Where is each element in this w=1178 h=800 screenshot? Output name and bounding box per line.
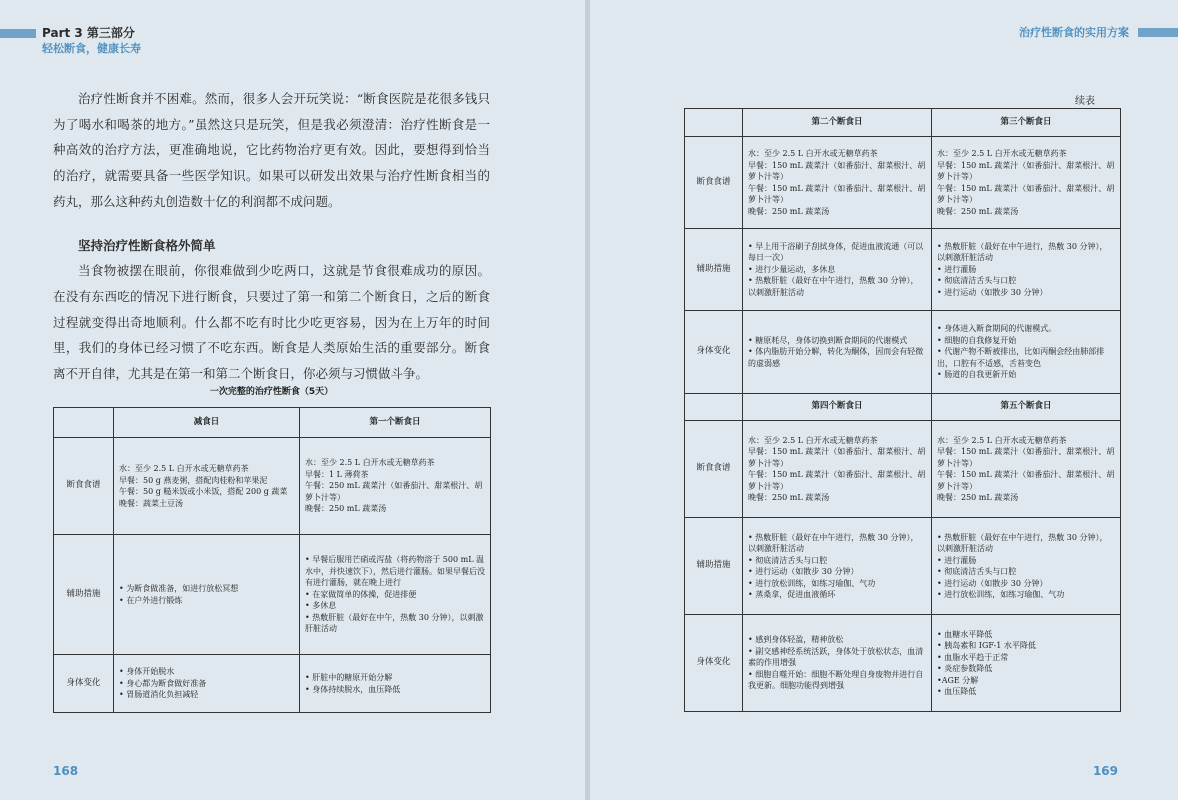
cell-line: 晚餐：250 mL 蔬菜汤 bbox=[748, 493, 830, 502]
page-number-left: 168 bbox=[53, 764, 79, 778]
cell-line: 早餐：1 L 薄荷茶 bbox=[305, 469, 369, 479]
cell-line: 水：至少 2.5 L 白开水或无糖草药茶 bbox=[305, 458, 435, 468]
left-body-text bbox=[53, 86, 490, 387]
cell-line: • 糖原耗尽，身体切换到断食期间的代谢模式 bbox=[748, 335, 908, 345]
cell-line: • 副交感神经系统活跃，身体处于放松状态，血清素的作用增强 bbox=[748, 646, 924, 668]
cell-line: 晚餐：250 mL 蔬菜汤 bbox=[937, 493, 1019, 502]
cell-line: 晚餐：250 mL 蔬菜汤 bbox=[305, 504, 387, 514]
table-cell bbox=[114, 438, 300, 535]
cell-line: • 在家做简单的体操，促进排便 bbox=[305, 589, 417, 599]
table-cell bbox=[743, 311, 932, 394]
cell-line: 晚餐：250 mL 蔬菜汤 bbox=[748, 206, 830, 216]
table-row-body bbox=[685, 311, 1121, 394]
cell-line: • 多休息 bbox=[305, 601, 337, 611]
paragraph-main: 当食物被摆在眼前，你很难做到少吃两口，这就是节食很难成功的原因。在没有东西吃的情况下进行断食，只要过了第一和第二个断食日，之后的断食过程就变得出奇地顺利。什么都不吃有时比少吃更容易，因为在上万年的时间里，我们的身体已经习惯了不吃东西。断食是人类原始生活的重要部分。断食离不开自律，尤其是在第一和第二个断食日，你必须与习惯做斗争。 bbox=[53, 263, 490, 382]
cell-line: • 进行少量运动，多休息 bbox=[748, 264, 836, 274]
cell-line: • 血压降低 bbox=[937, 687, 977, 696]
cell-line: • 肠道的自我更新开始 bbox=[937, 370, 1017, 380]
cell-line: 晚餐：蔬菜土豆汤 bbox=[119, 498, 183, 508]
cell-line: 水：至少 2.5 L 白开水或无糖草药茶 bbox=[748, 149, 878, 158]
header-part-label: Part 3 第三部分 bbox=[42, 26, 135, 40]
table-corner-cell bbox=[685, 394, 743, 421]
cell-line: • 身体开始脱水 bbox=[119, 667, 175, 677]
table-cell bbox=[932, 615, 1121, 712]
cell-line: • 胰岛素和 IGF-1 水平降低 bbox=[937, 641, 1036, 650]
cell-line: • 彻底清洁舌头与口腔 bbox=[937, 276, 1017, 286]
cell-line: • 身心都为断食做好准备 bbox=[119, 678, 207, 688]
table-cell bbox=[932, 421, 1121, 518]
cell-line: 午餐：50 g 糙米饭或小米饭，搭配 200 g 蔬菜 bbox=[119, 487, 288, 496]
table-row-aux bbox=[54, 535, 491, 655]
table-row-body bbox=[54, 655, 491, 713]
cell-line: •AGE 分解 bbox=[937, 675, 979, 685]
row-label-body: 身体变化 bbox=[685, 615, 743, 712]
cell-line: 午餐：150 mL 蔬菜汁（如番茄汁、甜菜根汁、胡萝卜汁等） bbox=[748, 470, 926, 491]
cell-line: • 细胞的自我修复开始 bbox=[937, 335, 1017, 345]
cell-line: • 进行放松训练，如练习瑜伽、气功 bbox=[937, 590, 1065, 599]
row-label-aux: 辅助措施 bbox=[54, 535, 114, 655]
cell-line: 晚餐：250 mL 蔬菜汤 bbox=[937, 206, 1019, 216]
fasting-table-part-2 bbox=[684, 108, 1121, 712]
section-heading: 坚持治疗性断食格外简单 bbox=[78, 237, 216, 253]
cell-line: • 身体进入断食期间的代谢模式。 bbox=[937, 324, 1057, 334]
table-cell bbox=[300, 655, 491, 713]
column-header: 第三个断食日 bbox=[932, 109, 1121, 137]
table-corner-cell bbox=[685, 109, 743, 137]
cell-line: • 进行灌肠 bbox=[937, 555, 977, 565]
table-cell bbox=[932, 229, 1121, 311]
table-row-diet bbox=[685, 421, 1121, 518]
cell-line: • 胃肠道消化负担减轻 bbox=[119, 690, 199, 700]
column-header: 第一个断食日 bbox=[300, 408, 491, 438]
table-cell bbox=[114, 535, 300, 655]
table-cell bbox=[743, 615, 932, 712]
fasting-table-part-1 bbox=[53, 407, 491, 713]
paragraph-intro: 治疗性断食并不困难。然而，很多人会开玩笑说：“断食医院是花很多钱只为了喝水和喝茶的地方。”虽然这只是玩笑，但是我必须澄清：治疗性断食是一种高效的治疗方法，更准确地说，它比药物治疗更有效。因此，要想得到恰当的治疗，就需要具备一些医学知识。如果可以研发出效果与治疗性断食相当的药丸，那么这种药丸创造数十亿的利润都不成问题。 bbox=[53, 91, 490, 209]
cell-line: 早餐：150 mL 蔬菜汁（如番茄汁、甜菜根汁、胡萝卜汁等） bbox=[937, 447, 1115, 468]
column-header: 第四个断食日 bbox=[743, 394, 932, 421]
cell-line: • 早上用干浴刷子刮拭身体，促进血液流通（可以每日一次） bbox=[748, 241, 924, 263]
cell-line: • 进行运动（如散步 30 分钟） bbox=[748, 567, 859, 576]
page-number-right: 169 bbox=[1092, 764, 1118, 778]
table-row-diet bbox=[685, 137, 1121, 229]
table-header-row bbox=[685, 394, 1121, 421]
cell-line: • 蒸桑拿，促进血液循环 bbox=[748, 590, 836, 599]
column-header: 第五个断食日 bbox=[932, 394, 1121, 421]
table-row-aux bbox=[685, 518, 1121, 615]
cell-line: 午餐：150 mL 蔬菜汁（如番茄汁、甜菜根汁、胡萝卜汁等） bbox=[937, 470, 1115, 491]
cell-line: • 早餐后服用芒硝或泻盐（将药物溶于 500 mL 温水中，并快速饮下），然后进行灌肠。如果早餐后没有进行灌肠，就在晚上进行 bbox=[305, 555, 485, 588]
cell-line: • 血脂水平趋于正常 bbox=[937, 652, 1009, 662]
cell-line: • 进行运动（如散步 30 分钟） bbox=[937, 578, 1048, 588]
table-cell bbox=[743, 421, 932, 518]
cell-line: • 热敷肝脏（最好在中午进行，热敷 30 分钟），以刺激肝脏活动 bbox=[748, 532, 919, 553]
table-cell bbox=[743, 229, 932, 311]
cell-line: 水：至少 2.5 L 白开水或无糖草药茶 bbox=[937, 435, 1067, 445]
table-caption: 一次完整的治疗性断食（5天） bbox=[209, 387, 334, 397]
table-corner-cell bbox=[54, 408, 114, 438]
row-label-aux: 辅助措施 bbox=[685, 518, 743, 615]
cell-line: 早餐：150 mL 蔬菜汁（如番茄汁、甜菜根汁、胡萝卜汁等） bbox=[748, 447, 926, 468]
cell-line: 早餐：50 g 燕麦粥，搭配肉桂粉和苹果泥 bbox=[119, 475, 268, 485]
table-row-diet bbox=[54, 438, 491, 535]
column-header: 减食日 bbox=[114, 408, 300, 438]
cell-line: • 肝脏中的糖原开始分解 bbox=[305, 673, 393, 682]
cell-line: • 代谢产物不断被排出，比如丙酮会经由肺部排出，口腔有不适感，舌苔变色 bbox=[937, 347, 1105, 368]
row-label-diet: 断食食谱 bbox=[54, 438, 114, 535]
cell-line: • 进行运动（如散步 30 分钟） bbox=[937, 287, 1048, 297]
row-label-aux: 辅助措施 bbox=[685, 229, 743, 311]
row-label-body: 身体变化 bbox=[54, 655, 114, 713]
cell-line: 水：至少 2.5 L 白开水或无糖草药茶 bbox=[937, 149, 1067, 158]
table-row-aux bbox=[685, 229, 1121, 311]
table-cell bbox=[114, 655, 300, 713]
row-label-diet: 断食食谱 bbox=[685, 137, 743, 229]
header-part-subtitle: 轻松断食，健康长寿 bbox=[42, 42, 141, 55]
table-cell bbox=[743, 137, 932, 229]
cell-line: • 为断食做准备，如进行放松冥想 bbox=[119, 584, 239, 593]
cell-line: • 身体持续脱水，血压降低 bbox=[305, 684, 401, 694]
cell-line: • 彻底清洁舌头与口腔 bbox=[937, 567, 1017, 576]
cell-line: 水：至少 2.5 L 白开水或无糖草药茶 bbox=[748, 435, 878, 445]
cell-line: • 细胞自噬开始：细胞不断处理自身废物并进行自我更新。细胞功能得到增强 bbox=[748, 669, 924, 691]
header-accent-bar-right bbox=[1138, 28, 1178, 37]
continued-label: 续表 bbox=[1075, 96, 1095, 107]
header-accent-bar-left bbox=[0, 29, 36, 38]
cell-line: 早餐：150 mL 蔬菜汁（如番茄汁、甜菜根汁、胡萝卜汁等） bbox=[937, 160, 1115, 181]
table-cell bbox=[932, 137, 1121, 229]
cell-line: • 炎症参数降低 bbox=[937, 664, 993, 673]
table-header-row bbox=[54, 408, 491, 438]
table-cell bbox=[300, 438, 491, 535]
column-header: 第二个断食日 bbox=[743, 109, 932, 137]
cell-line: • 热敷肝脏（最好在中午进行，热敷 30 分钟），以刺激肝脏活动 bbox=[937, 241, 1108, 263]
table-row-body bbox=[685, 615, 1121, 712]
cell-line: • 感到身体轻盈，精神放松 bbox=[748, 635, 844, 645]
table-cell bbox=[932, 311, 1121, 394]
cell-line: • 彻底清洁舌头与口腔 bbox=[748, 555, 828, 565]
table-cell bbox=[743, 518, 932, 615]
cell-line: • 在户外进行锻炼 bbox=[119, 595, 183, 605]
cell-line: • 体内脂肪开始分解，转化为酮体，因而会有轻微的虚弱感 bbox=[748, 347, 924, 368]
cell-line: • 热敷肝脏（最好在中午进行，热敷 30 分钟），以刺激肝脏活动 bbox=[748, 276, 919, 297]
header-chapter-title: 治疗性断食的实用方案 bbox=[1019, 26, 1129, 39]
cell-line: • 热敷肝脏（最好在中午进行，热敷 30 分钟），以刺激肝脏活动 bbox=[937, 532, 1108, 553]
cell-line: • 血糖水平降低 bbox=[937, 629, 993, 639]
cell-line: 午餐：150 mL 蔬菜汁（如番茄汁、甜菜根汁、胡萝卜汁等） bbox=[748, 183, 926, 204]
row-label-diet: 断食食谱 bbox=[685, 421, 743, 518]
cell-line: • 热敷肝脏（最好在中午，热敷 30 分钟），以刺激肝脏活动 bbox=[305, 612, 484, 634]
cell-line: 早餐：150 mL 蔬菜汁（如番茄汁、甜菜根汁、胡萝卜汁等） bbox=[748, 160, 926, 181]
cell-line: • 进行灌肠 bbox=[937, 264, 977, 274]
row-label-body: 身体变化 bbox=[685, 311, 743, 394]
table-header-row bbox=[685, 109, 1121, 137]
table-cell bbox=[932, 518, 1121, 615]
cell-line: 水：至少 2.5 L 白开水或无糖草药茶 bbox=[119, 464, 249, 473]
table-cell bbox=[300, 535, 491, 655]
cell-line: 午餐：250 mL 蔬菜汁（如番茄汁、甜菜根汁、胡萝卜汁等） bbox=[305, 481, 483, 502]
cell-line: 午餐：150 mL 蔬菜汁（如番茄汁、甜菜根汁、胡萝卜汁等） bbox=[937, 183, 1115, 204]
cell-line: • 进行放松训练，如练习瑜伽、气功 bbox=[748, 578, 876, 588]
